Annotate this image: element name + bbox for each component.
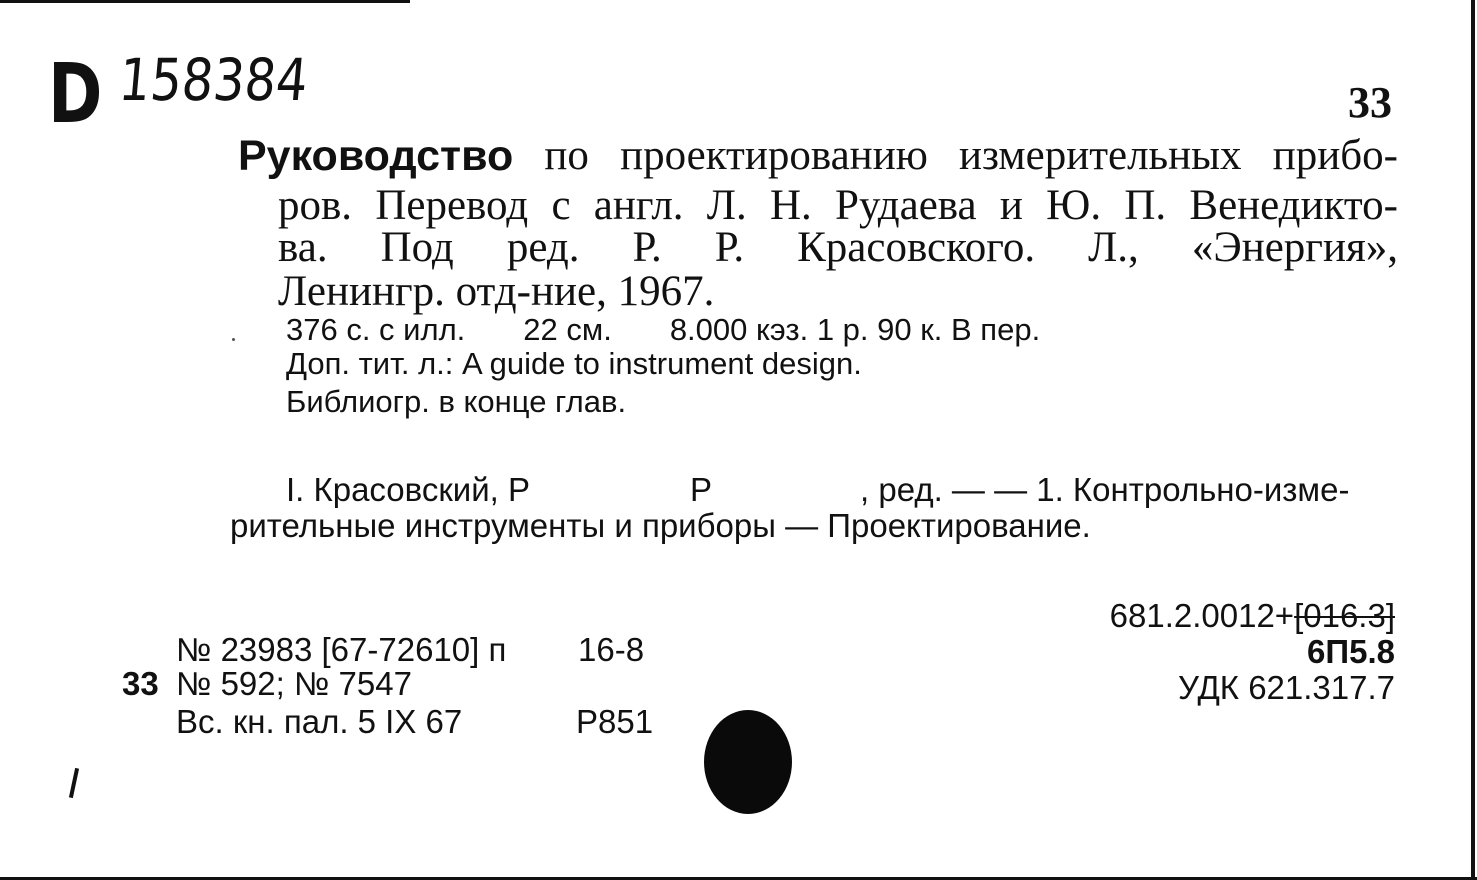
register-order-numbers: № 592; № 7547 — [176, 665, 412, 702]
copies-and-price: 8.000 кэз. 1 р. 90 к. В пер. — [669, 312, 1041, 347]
entry-heading-word: Руководство — [238, 132, 514, 180]
register-card-number: 33 — [122, 665, 159, 702]
entry-word: ров. — [278, 182, 353, 229]
tracing-editor-initial: Р — [690, 471, 713, 508]
alternate-title: Доп. тит. л.: A guide to instrument design. — [286, 346, 862, 381]
tracings-line-2: рительные инструменты и приборы — Проектирование. — [230, 507, 1091, 544]
entry-word: с — [551, 182, 571, 229]
print-code: Р851 — [576, 703, 654, 740]
tracing-editor-name: I. Красовский, Р — [286, 471, 530, 508]
entry-word: Н. — [769, 182, 812, 229]
entry-word: Под — [380, 224, 454, 271]
entry-word: П. — [1124, 182, 1167, 229]
book-chamber-date: Вс. кн. пал. 5 IX 67 — [176, 703, 463, 740]
entry-word: ред. — [506, 224, 580, 271]
entry-line-4: Ленингр. отд-ние, 1967. — [278, 268, 715, 315]
card-number: 33 — [1348, 78, 1392, 127]
entry-word: и — [999, 182, 1023, 229]
entry-word: Р. — [714, 224, 745, 271]
pen-tick-mark — [69, 768, 79, 798]
bbk-index: 6П5.8 — [1307, 633, 1395, 670]
entry-word: Р. — [632, 224, 662, 271]
handwritten-shelf-mark: 158384 — [116, 46, 311, 114]
classification-code-struck: [016.3] — [1294, 597, 1395, 634]
entry-word: ва. — [278, 224, 328, 271]
entry-word: по — [544, 132, 589, 179]
entry-word: Л., — [1088, 224, 1139, 271]
physical-description — [286, 312, 1098, 348]
tracing-subject: , ред. — — 1. Контрольно-изме- — [860, 471, 1350, 508]
card-top-edge — [0, 0, 410, 3]
pages-count: 376 с. с илл. — [286, 312, 466, 347]
book-size: 22 см. — [523, 312, 612, 347]
classification-code — [1110, 596, 1395, 636]
entry-word: «Энергия», — [1191, 224, 1398, 271]
entry-word: Венедикто- — [1189, 182, 1398, 229]
entry-word: измерительных — [959, 132, 1242, 179]
register-number: № 23983 [67-72610] п — [176, 631, 507, 668]
entry-word: Л. — [706, 182, 747, 229]
classification-code-main: 681.2.0012+ — [1109, 597, 1295, 634]
stray-dot — [232, 338, 235, 341]
punch-hole — [704, 710, 792, 814]
entry-line-1 — [238, 130, 1398, 182]
entry-word: Красовского. — [797, 224, 1036, 271]
udk-index: УДК 621.317.7 — [1177, 669, 1395, 706]
bibliography-note: Библиогр. в конце глав. — [286, 384, 627, 419]
entry-word: проектированию — [620, 132, 928, 179]
shelf-prefix-letter: D — [48, 47, 103, 142]
entry-word: Ю. — [1046, 182, 1102, 229]
entry-word: англ. — [593, 182, 684, 229]
tracings-line-1 — [286, 470, 1398, 510]
entry-word: Перевод — [375, 182, 529, 229]
card-right-edge — [1471, 0, 1475, 880]
entry-word: прибо- — [1272, 132, 1398, 179]
entry-word: Рудаева — [835, 182, 977, 229]
register-code: 16-8 — [578, 631, 645, 668]
